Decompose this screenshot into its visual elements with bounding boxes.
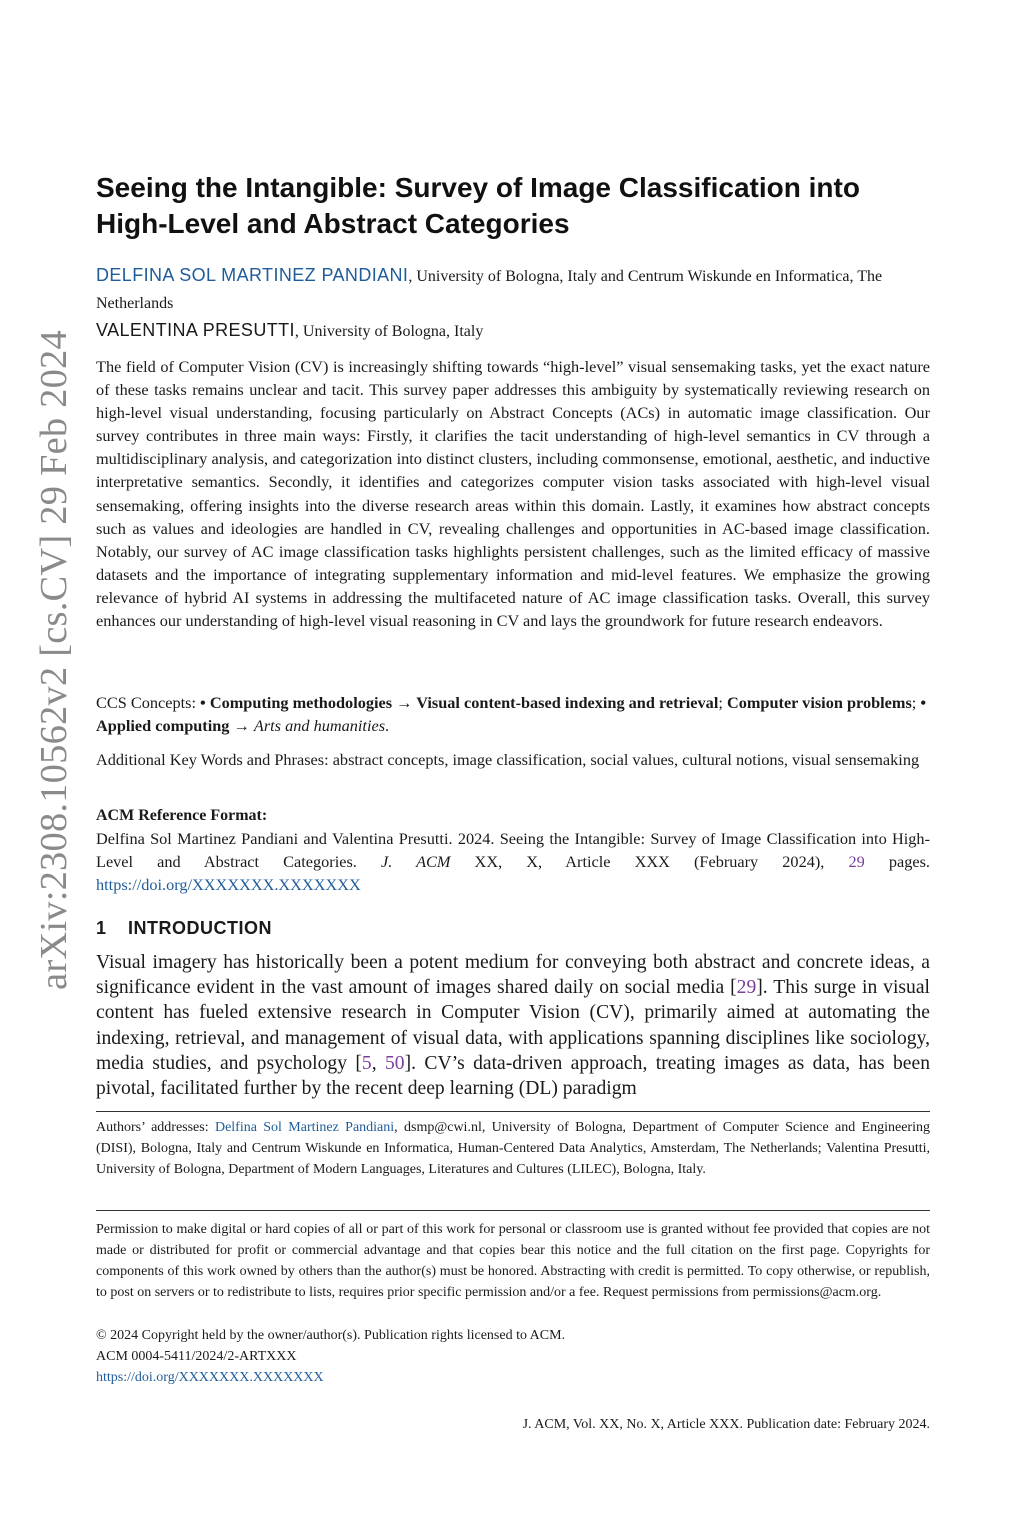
copyright-line: © 2024 Copyright held by the owner/author(s). Publication rights licensed to ACM. xyxy=(96,1328,566,1343)
author-2 xyxy=(96,317,930,345)
reference-text: Delfina Sol Martinez Pandiani and Valentina Presutti. 2024. Seeing the Intangible: Survey of Image Classification into High-Level and Abstract Categories. xyxy=(96,829,930,872)
section-number: 1 xyxy=(96,918,107,938)
ccs-term-4: Arts and humanities xyxy=(253,716,386,736)
introduction-paragraph xyxy=(96,950,930,1101)
arxiv-stamp-text: arXiv:2308.10562v2 [cs.CV] 29 Feb 2024 xyxy=(33,330,75,990)
addresses-text: , dsmp@cwi.nl, University of Bologna, Department of Computer Science and Engineering (DISI), Bologna, Italy and Centrum Wiskunde en Informatica, Human-Centered Data Analytics, Amsterdam, The Netherlands; Valentina Presutti, University of Bologna, Department of Modern Languages, Literatures and Cultures (LILEC), Bologna, Italy. xyxy=(96,1120,930,1177)
paper-title: Seeing the Intangible: Survey of Image Classification into High-Level and Abstract Categories xyxy=(96,172,860,239)
author-1-affiliation: , University of Bologna, Italy and Centrum Wiskunde en Informatica, The Netherlands xyxy=(96,268,883,312)
reference-text: pages. xyxy=(864,852,930,872)
author-2-affiliation: , University of Bologna, Italy xyxy=(294,323,484,340)
section-title: INTRODUCTION xyxy=(128,918,272,938)
addresses-label: Authors’ addresses: xyxy=(96,1120,215,1135)
reference-journal: J. ACM xyxy=(380,852,451,872)
intro-text: Visual imagery has historically been a potent medium for conveying both abstract and concrete ideas, a significance evident in the vast amount of images shared daily on social media [ xyxy=(96,952,930,999)
ccs-term-3: • Applied computing → xyxy=(96,693,927,736)
section-heading-introduction xyxy=(96,918,930,939)
authors-addresses xyxy=(96,1117,930,1180)
keywords: Additional Key Words and Phrases: abstract concepts, image classification, social values, cultural notions, visual sensemaking xyxy=(96,750,920,769)
permission-notice: Permission to make digital or hard copies of all or part of this work for personal or classroom use is granted without fee provided that copies are not made or distributed for profit or commercial advantage and that copies bear this notice and the full citation on the first page. Copyrights for components of this work owned by others than the author(s) must be honored. Abstracting with credit is permitted. To copy otherwise, or republish, to post on servers or to redistribute to lists, requires prior specific permission and/or a fee. Request permissions from permissions@acm.org. xyxy=(96,1222,930,1301)
arxiv-stamp xyxy=(22,290,86,1030)
footnote-divider xyxy=(96,1111,930,1112)
author-1-name[interactable]: DELFINA SOL MARTINEZ PANDIANI xyxy=(96,265,409,285)
citation-link[interactable]: 29 xyxy=(736,977,757,999)
intro-text: ]. This surge in visual content has fueled extensive research in Computer Vision (CV), primarily aimed at automating the indexing, retrieval, and management of visual data, with applications spanning disciplines like sociology, media studies, and psychology [ xyxy=(96,977,930,1074)
reference-heading: ACM Reference Format: xyxy=(96,807,268,824)
acm-number: ACM 0004-5411/2024/2-ARTXXX xyxy=(96,1349,297,1365)
page-count-link[interactable]: 29 xyxy=(848,852,865,872)
ccs-end: . xyxy=(385,716,390,736)
ccs-separator: ; xyxy=(911,693,921,712)
ccs-label: CCS Concepts: xyxy=(96,693,201,712)
intro-text: ]. CV’s data-driven approach, treating images as data, has been pivotal, facilitated further by the recent deep learning (DL) paradigm xyxy=(96,1052,930,1100)
reference-text: XX, X, Article XXX (February 2024), xyxy=(450,852,849,872)
citation-link[interactable]: 50 xyxy=(385,1052,405,1074)
citation-separator: , xyxy=(371,1052,385,1074)
author-list xyxy=(96,262,930,345)
ccs-separator: ; xyxy=(718,693,727,712)
copyright-block xyxy=(96,1325,930,1388)
ccs-concepts xyxy=(96,691,930,737)
abstract: The field of Computer Vision (CV) is increasingly shifting towards “high-level” visual sensemaking tasks, yet the exact nature of these tasks remains unclear and tacit. This survey paper addresses this ambiguity by systematically reviewing research on high-level visual understanding, focusing particularly on Abstract Concepts (ACs) in automatic image classification. Our survey contributes in three main ways: Firstly, it clarifies the tacit understanding of high-level semantics in CV through a multidisciplinary analysis, and categorization into distinct clusters, including commonsense, emotional, aesthetic, and inductive interpretative semantics. Secondly, it identifies and categorizes computer vision tasks associated with high-level visual sensemaking, offering insights into the diverse research areas within this domain. Lastly, it examines how abstract concepts such as values and ideologies are handled in CV, revealing challenges and opportunities in AC-based image classification. Notably, our survey of AC image classification tasks highlights persistent challenges, such as the limited efficacy of massive datasets and the importance of integrating supplementary information and mid-level features. We emphasize the growing relevance of hybrid AI systems in addressing the multifaceted nature of AC image classification tasks. Overall, this survey enhances our understanding of high-level visual reasoning in CV and lays the groundwork for future research endeavors. xyxy=(96,357,930,631)
author-address-link[interactable]: Delfina Sol Martinez Pandiani xyxy=(214,1120,395,1135)
permission-divider xyxy=(96,1210,930,1211)
ccs-term-1: • Computing methodologies → Visual content-based indexing and retrieval xyxy=(200,693,719,712)
reference-doi-link[interactable]: https://doi.org/XXXXXXX.XXXXXXX xyxy=(96,875,361,895)
ccs-term-2: Computer vision problems xyxy=(726,693,912,712)
author-1 xyxy=(96,262,930,317)
reference-format xyxy=(96,827,930,896)
author-2-name: VALENTINA PRESUTTI xyxy=(96,320,295,340)
citation-link[interactable]: 5 xyxy=(361,1052,372,1074)
doi-link[interactable]: https://doi.org/XXXXXXX.XXXXXXX xyxy=(96,1370,324,1386)
page-footer: J. ACM, Vol. XX, No. X, Article XXX. Publication date: February 2024. xyxy=(522,1417,930,1432)
